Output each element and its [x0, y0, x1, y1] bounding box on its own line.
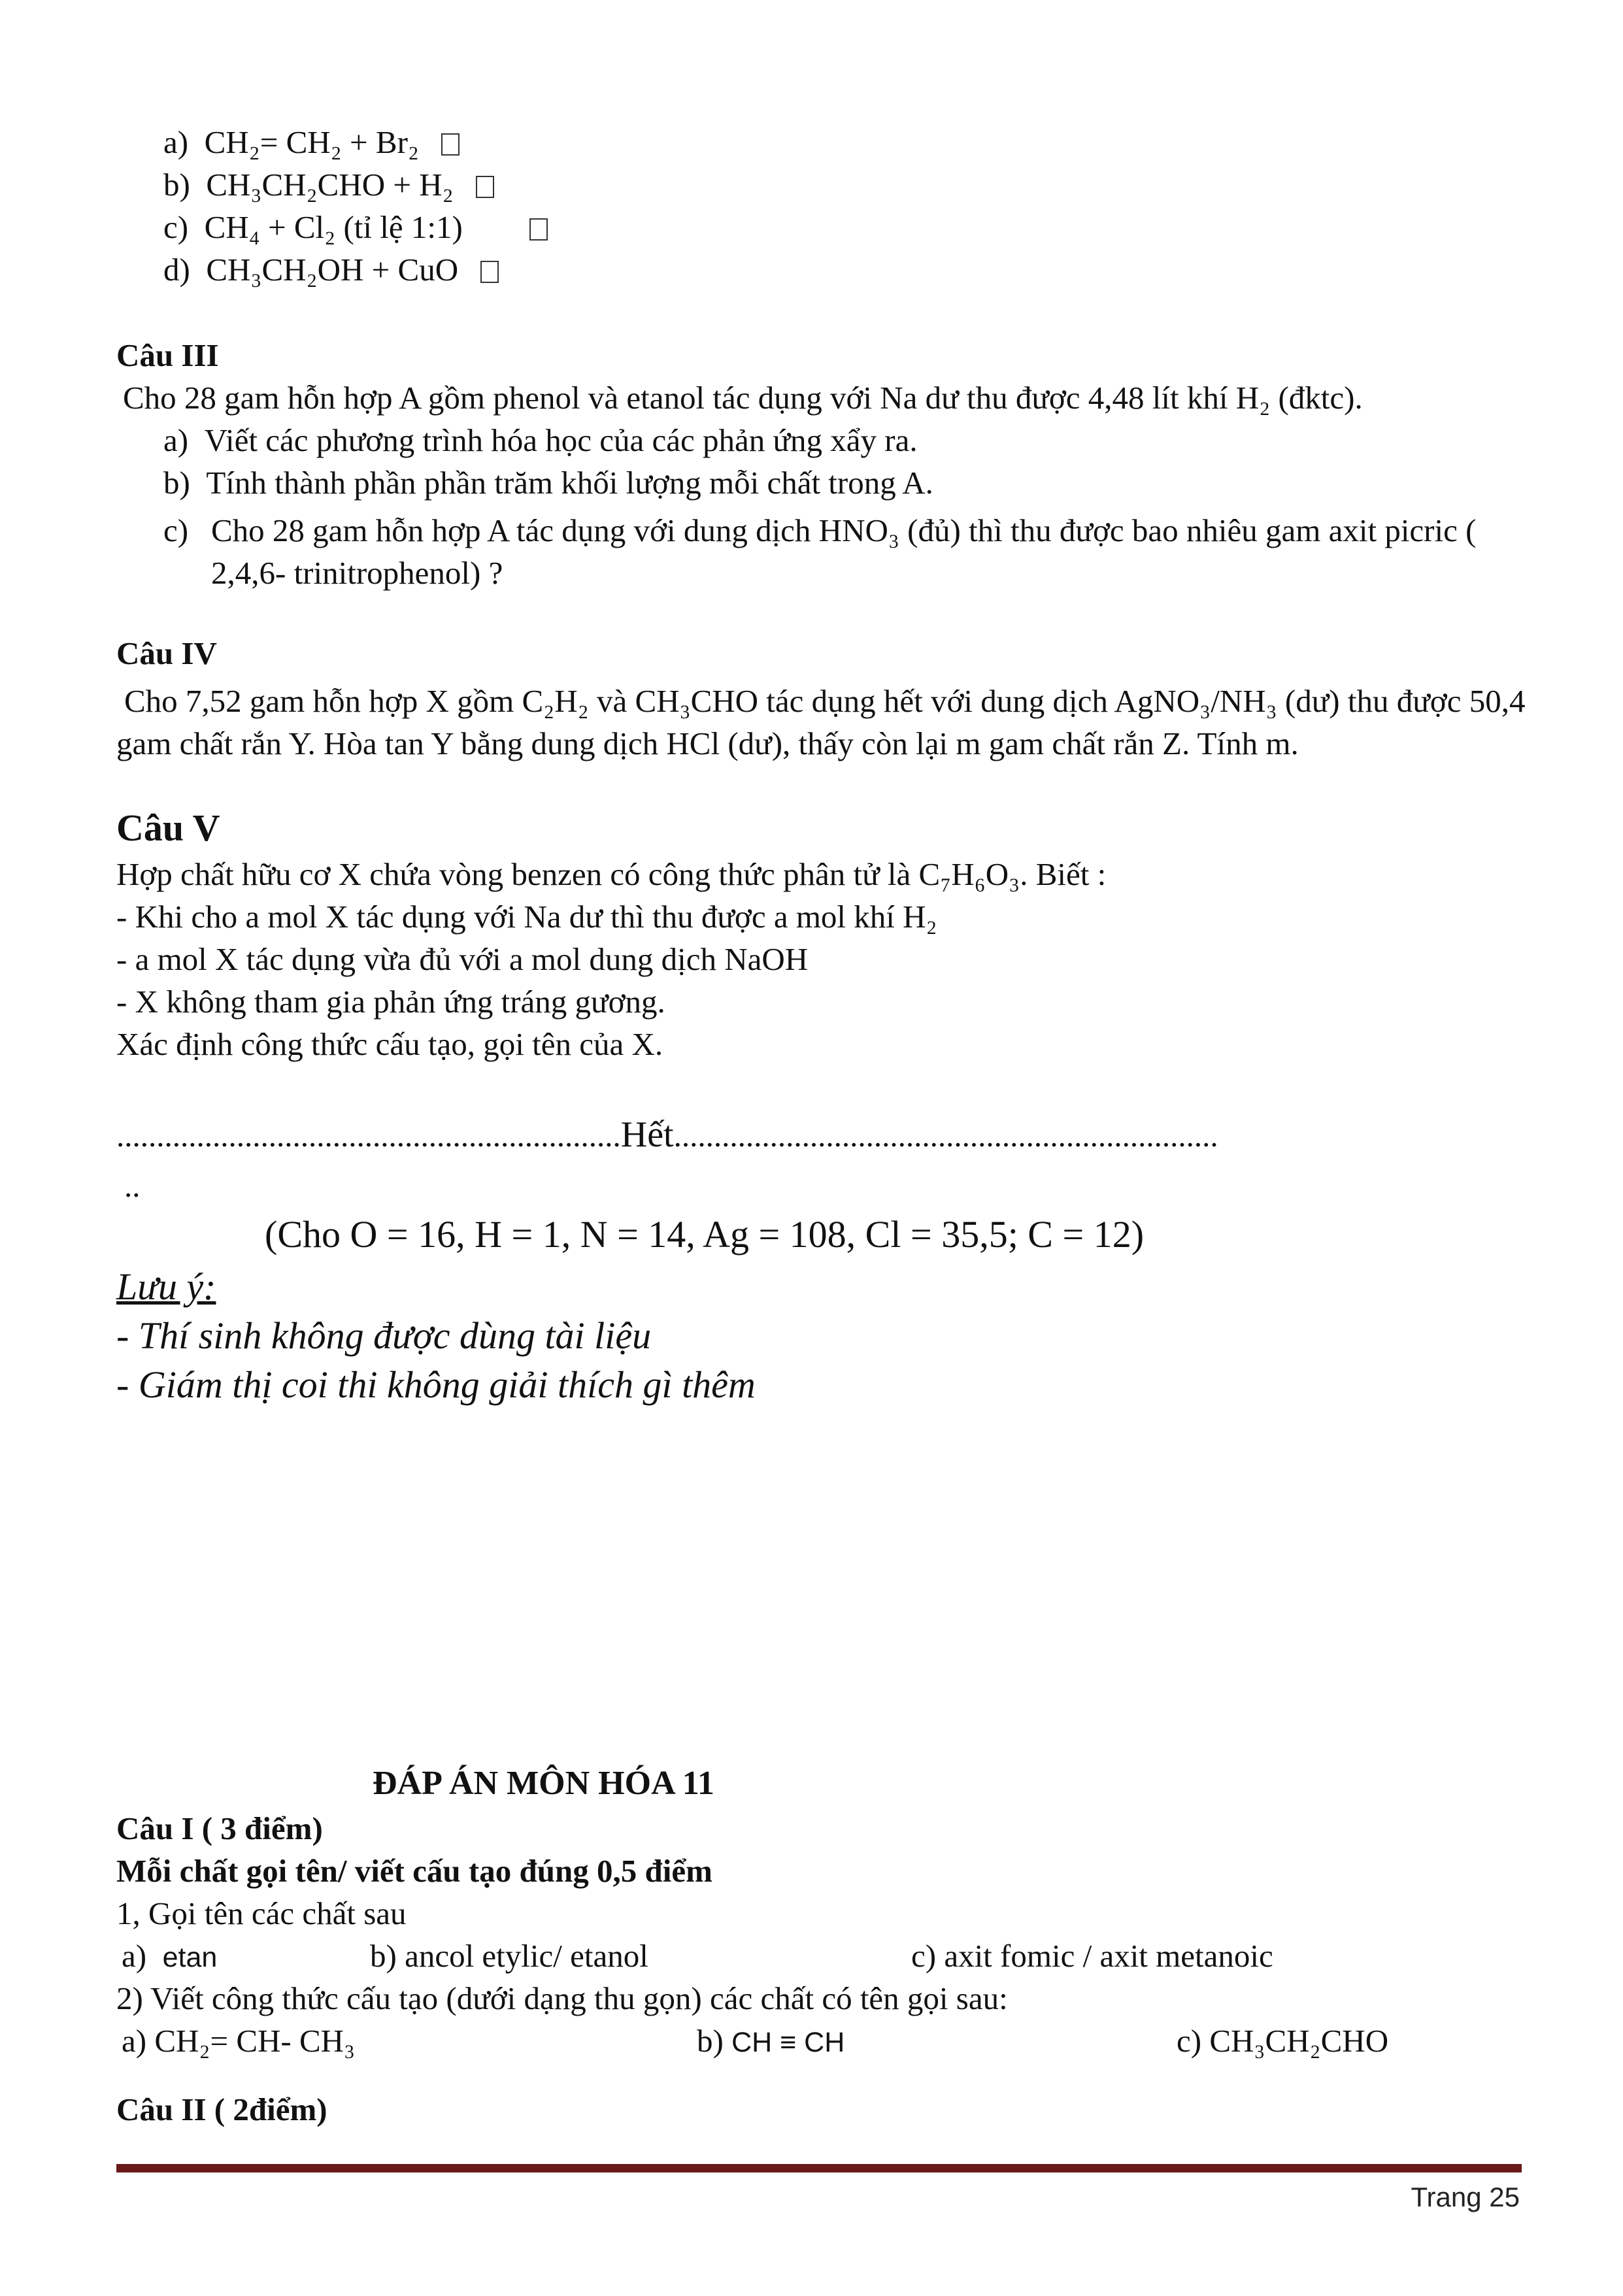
q3-intro: Cho 28 gam hỗn hợp A gồm phenol và etanol tác dụng với Na dư thu được 4,48 lít khí H₂ (đktc). [123, 380, 1363, 416]
q3-title: Câu III [116, 337, 219, 373]
page-number: Trang 25 [1411, 2182, 1520, 2212]
reaction-b-text: CH₃CH₂CHO + H₂ [206, 167, 454, 203]
answers-q1-rule: Mỗi chất gọi tên/ viết cấu tạo đúng 0,5 điểm [116, 1853, 712, 1889]
q5-condition-1: - Khi cho a mol X tác dụng với Na dư thì thu được a mol khí H₂ [116, 899, 937, 935]
answers-p1-c: c) axit fomic / axit metanoic [911, 1938, 1273, 1974]
reaction-d-text: CH₃CH₂OH + CuO [206, 252, 459, 288]
reaction-d: d) CH₃CH₂OH + CuO [163, 254, 499, 286]
q5-title: Câu V [116, 807, 220, 849]
arrow-icon [480, 261, 499, 283]
reaction-a: a) CH₂= CH₂ + Br₂ [163, 126, 460, 158]
reaction-c: c) CH₄ + Cl₂ (tỉ lệ 1:1) [163, 211, 548, 243]
answers-p1-b: b) ancol etylic/ etanol [370, 1938, 648, 1974]
end-marker: ...............................................................Hết.................................................................... [116, 1114, 1218, 1155]
q5-condition-3: - X không tham gia phản ứng tráng gương. [116, 984, 665, 1020]
end-tail: .. [124, 1168, 141, 1204]
arrow-icon [441, 133, 460, 156]
q3-a: a) Viết các phương trình hóa học của các phản ứng xẩy ra. [163, 422, 918, 458]
arrow-icon [529, 218, 548, 241]
answers-q2-title: Câu II ( 2điểm) [116, 2091, 327, 2127]
reaction-c-text: CH₄ + Cl₂ (tỉ lệ 1:1) [204, 209, 463, 245]
reaction-b: b) CH₃CH₂CHO + H₂ [163, 169, 494, 201]
q5-condition-2: - a mol X tác dụng vừa đủ với a mol dung dịch NaOH [116, 941, 809, 977]
q4-title: Câu IV [116, 635, 217, 671]
answers-part2: 2) Viết công thức cấu tạo (dưới dạng thu gọn) các chất có tên gọi sau: [116, 1980, 1008, 2016]
answers-p2-b: b) CH ≡ CH [697, 2023, 845, 2059]
q3-b: b) Tính thành phần phần trăm khối lượng mỗi chất trong A. [163, 465, 933, 501]
answers-part1: 1, Gọi tên các chất sau [116, 1895, 407, 1931]
note-title: Lưu ý: [116, 1265, 216, 1308]
arrow-icon [476, 176, 494, 198]
reaction-a-text: CH₂= CH₂ + Br₂ [204, 124, 419, 160]
q4-text: Cho 7,52 gam hỗn hợp X gồm C₂H₂ và CH₃CHO tác dụng hết với dung dịch AgNO₃/NH₃ (dư) thu được 50,4 gam chất rắn Y. Hòa tan Y bằng dung dịch HCl (dư), thấy còn lại m gam chất rắn Z. Tính m. [116, 683, 1526, 761]
note-line-2: - Giám thị coi thi không giải thích gì thêm [116, 1363, 756, 1406]
q5-intro: Hợp chất hữu cơ X chứa vòng benzen có công thức phân tử là C₇H₆O₃. Biết : [116, 856, 1107, 892]
note-line-1: - Thí sinh không được dùng tài liệu [116, 1314, 652, 1357]
answers-q1-title: Câu I ( 3 điểm) [116, 1810, 323, 1846]
q5-task: Xác định công thức cấu tạo, gọi tên của X. [116, 1026, 663, 1062]
answers-title: ĐÁP ÁN MÔN HÓA 11 [373, 1765, 714, 1802]
atomic-masses: (Cho O = 16, H = 1, N = 14, Ag = 108, Cl = 35,5; C = 12) [265, 1213, 1145, 1256]
answers-p2-c: c) CH₃CH₂CHO [1177, 2023, 1389, 2059]
answers-p2-a: a) CH₂= CH- CH₃ [122, 2023, 356, 2059]
q3-c: c) Cho 28 gam hỗn hợp A tác dụng với dung dịch HNO₃ (đủ) thì thu được bao nhiêu gam axit picric ( 2,4,6- trinitrophenol) ? [163, 512, 1477, 591]
footer-rule [116, 2164, 1522, 2172]
answers-p1-a: a) etan [122, 1938, 218, 1974]
